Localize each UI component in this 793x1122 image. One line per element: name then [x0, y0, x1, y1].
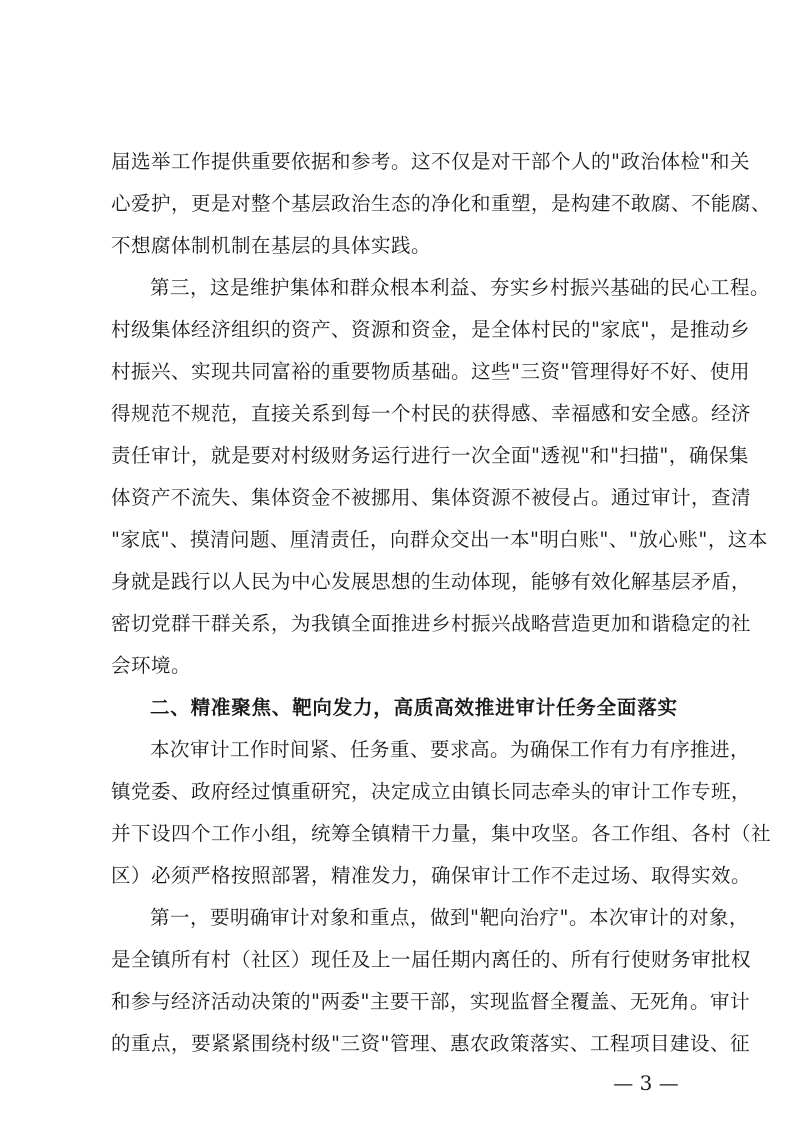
paragraph-line: 得规范不规范，直接关系到每一个村民的获得感、幸福感和安全感。经济	[111, 402, 752, 425]
paragraph-line: 村级集体经济组织的资产、资源和资金，是全体村民的"家底"，是推动乡	[111, 318, 750, 341]
paragraph-line: "家底"、摸清问题、厘清责任，向群众交出一本"明白账"、"放心账"，这本	[111, 528, 768, 551]
paragraph-line: 届选举工作提供重要依据和参考。这不仅是对干部个人的"政治体检"和关	[111, 150, 750, 173]
paragraph-line: 镇党委、政府经过慎重研究，决定成立由镇长同志牵头的审计工作专班，	[111, 780, 752, 803]
page-number: — 3 —	[613, 1071, 679, 1095]
paragraph-line: 会环境。	[111, 654, 192, 677]
paragraph-line: 第一，要明确审计对象和重点，做到"靶向治疗"。本次审计的对象，	[150, 906, 749, 929]
paragraph-line: 并下设四个工作小组，统筹全镇精干力量，集中攻坚。各工作组、各村（社	[111, 822, 772, 845]
paragraph-line: 是全镇所有村（社区）现任及上一届任期内离任的、所有行使财务审批权	[111, 948, 752, 971]
paragraph-line: 区）必须严格按照部署，精准发力，确保审计工作不走过场、取得实效。	[111, 864, 752, 887]
paragraph-line: 密切党群干群关系，为我镇全面推进乡村振兴战略营造更加和谐稳定的社	[111, 612, 752, 635]
paragraph-line: 心爱护，更是对整个基层政治生态的净化和重塑，是构建不敢腐、不能腐、	[111, 192, 772, 215]
paragraph-line: 和参与经济活动决策的"两委"主要干部，实现监督全覆盖、无死角。审计	[111, 990, 750, 1013]
paragraph-line: 的重点，要紧紧围绕村级"三资"管理、惠农政策落实、工程项目建设、征	[111, 1032, 750, 1055]
paragraph-line: 责任审计，就是要对村级财务运行进行一次全面"透视"和"扫描"，确保集	[111, 444, 749, 467]
section-heading: 二、精准聚焦、靶向发力，高质高效推进审计任务全面落实	[150, 696, 678, 719]
paragraph-line: 体资产不流失、集体资金不被挪用、集体资源不被侵占。通过审计，查清	[111, 486, 752, 509]
paragraph-line: 村振兴、实现共同富裕的重要物质基础。这些"三资"管理得好不好、使用	[111, 360, 750, 383]
paragraph-line: 第三，这是维护集体和群众根本利益、夯实乡村振兴基础的民心工程。	[150, 276, 771, 299]
paragraph-line: 不想腐体制机制在基层的具体实践。	[111, 234, 432, 257]
paragraph-line: 本次审计工作时间紧、任务重、要求高。为确保工作有力有序推进，	[150, 738, 751, 761]
paragraph-line: 身就是践行以人民为中心发展思想的生动体现，能够有效化解基层矛盾，	[111, 570, 752, 593]
